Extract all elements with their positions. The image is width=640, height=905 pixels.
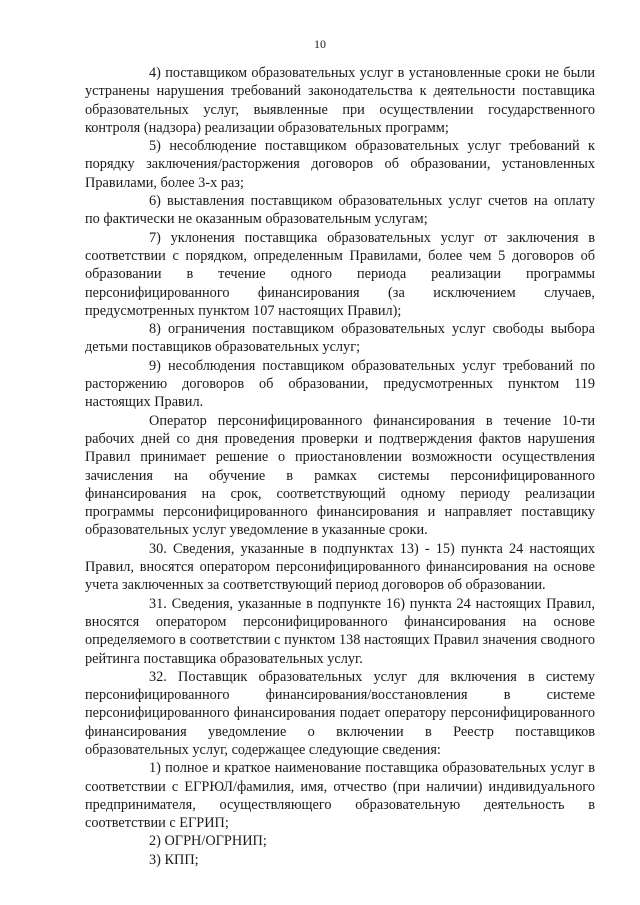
operator-decision-paragraph: Оператор персонифицированного финансирования в течение 10-ти рабочих дней со дня проведения проверки и подтверждения фактов нарушения Правил принимает решение о приостановлении возможности осуществления зачисления на обучение в рамках системы персонифицированного финансирования на срок, соответствующий одному периоду реализации программы персонифицированного финансирования и направляет поставщику образовательных услуг уведомление в указанные сроки. bbox=[85, 412, 595, 539]
clause-32-item-1: 1) полное и краткое наименование поставщика образовательных услуг в соответствии с ЕГРЮЛ/фамилия, имя, отчество (при наличии) индивидуального предпринимателя, осуществляющего образовательную деятельность в соответствии с ЕГРИП; bbox=[85, 760, 595, 832]
clause-31: 31. Сведения, указанные в подпункте 16) пункта 24 настоящих Правил, вносятся оператором персонифицированного финансирования на основе определяемого в соответствии с пунктом 138 настоящих Правил значения сводного рейтинга поставщика образовательных услуг. bbox=[85, 595, 595, 667]
list-item-8: 8) ограничения поставщиком образовательных услуг свободы выбора детьми поставщиков образовательных услуг; bbox=[85, 321, 595, 356]
clause-32: 32. Поставщик образовательных услуг для включения в систему персонифицированного финансирования/восстановления в системе персонифицированного финансирования подает оператору персонифицированного финансирования уведомление о включении в Реестр поставщиков образовательных услуг, содержащее следующие сведения: bbox=[85, 668, 595, 758]
list-item-5: 5) несоблюдение поставщиком образовательных услуг требований к порядку заключения/расторжения договоров об образовании, установленных Правилами, более 3-х раз; bbox=[85, 138, 595, 191]
clause-30: 30. Сведения, указанные в подпунктах 13) - 15) пункта 24 настоящих Правил, вносятся оператором персонифицированного финансирования на основе учета заключенных за соответствующий период договоров об образовании. bbox=[85, 540, 595, 594]
list-item-6: 6) выставления поставщиком образовательных услуг счетов на оплату по фактически не оказанным образовательным услугам; bbox=[85, 193, 595, 228]
clause-32-item-3: 3) КПП; bbox=[149, 851, 199, 868]
list-item-7: 7) уклонения поставщика образовательных услуг от заключения в соответствии с порядком, определенным Правилами, более чем 5 договоров об образовании в течение одного периода реализации программы персонифицированного финансирования (за исключением случаев, предусмотренных пунктом 107 настоящих Правил); bbox=[85, 229, 595, 319]
page-number: 10 bbox=[314, 37, 326, 51]
document-body bbox=[85, 64, 595, 869]
list-item-4: 4) поставщиком образовательных услуг в установленные сроки не были устранены нарушения требований законодательства к деятельности поставщика образовательных услуг, выявленные при осуществлении государственного контроля (надзора) реализации образовательных программ; bbox=[85, 65, 595, 136]
clause-32-item-2: 2) ОГРН/ОГРНИП; bbox=[149, 833, 267, 850]
list-item-9: 9) несоблюдения поставщиком образовательных услуг требований по расторжению договоров об образовании, предусмотренных пунктом 119 настоящих Правил. bbox=[85, 357, 595, 411]
